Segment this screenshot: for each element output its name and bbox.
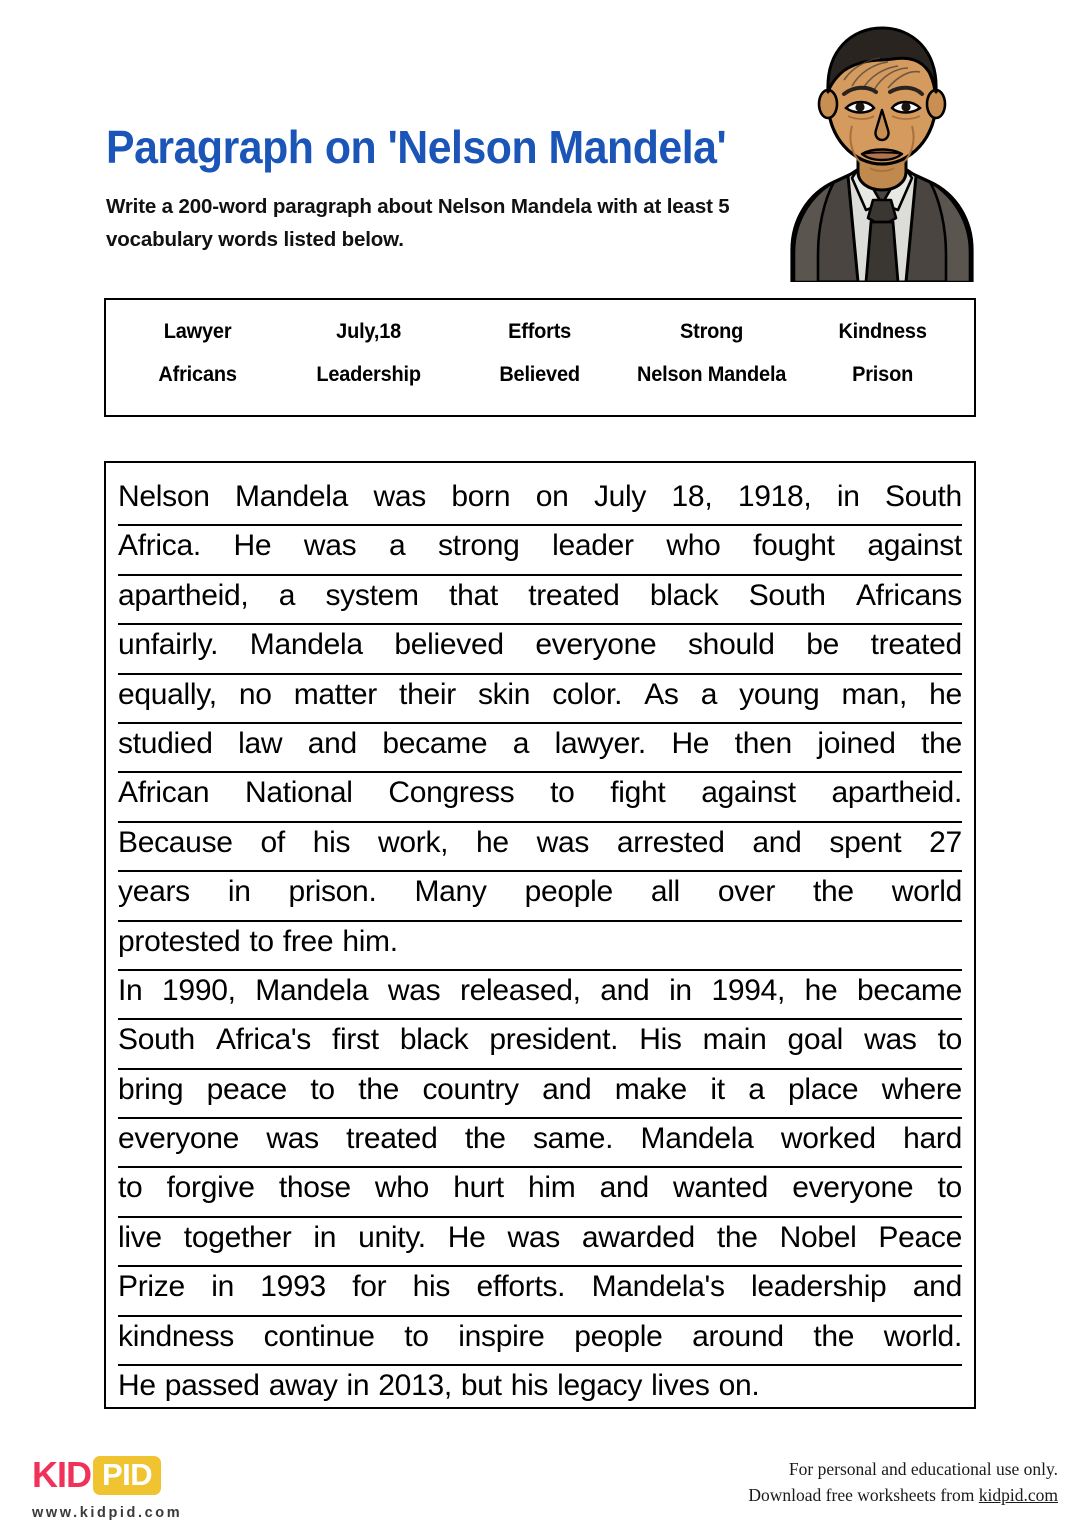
paragraph-word: unity. — [358, 1220, 426, 1254]
paragraph-word: forgive — [166, 1171, 255, 1205]
paragraph-word: to — [550, 776, 575, 810]
paragraph-line — [118, 1366, 962, 1409]
paragraph-word: a — [278, 578, 296, 612]
paragraph-word: fight — [610, 776, 666, 810]
worksheet-footer — [0, 1430, 1086, 1536]
paragraph-word: his — [412, 1270, 451, 1304]
credit-line-2-prefix: Download free worksheets from — [748, 1485, 979, 1506]
paragraph-lines-container — [106, 463, 974, 1409]
paragraph-word: everyone — [535, 628, 657, 662]
paragraph-word: free — [282, 924, 334, 958]
paragraph-word: man, — [841, 677, 907, 711]
vocabulary-word-bank — [104, 298, 976, 417]
paragraph-word: him. — [342, 924, 398, 958]
paragraph-word: efforts. — [476, 1270, 566, 1304]
paragraph-word: Mandela — [235, 480, 349, 513]
vocabulary-word: Believed — [499, 363, 581, 386]
paragraph-word: work, — [378, 825, 449, 859]
paragraph-word: awarded — [581, 1220, 695, 1254]
paragraph-word: skin — [477, 677, 531, 711]
paragraph-word: but — [460, 1369, 502, 1403]
kidpid-link[interactable]: kidpid.com — [978, 1485, 1058, 1506]
paragraph-word: Mandela — [640, 1122, 754, 1156]
paragraph-word: in — [227, 875, 251, 909]
paragraph-line — [118, 773, 962, 822]
paragraph-word: wanted — [673, 1171, 768, 1205]
paragraph-line — [118, 1317, 962, 1366]
paragraph-word: country — [422, 1072, 519, 1106]
paragraph-word: the — [716, 1220, 758, 1254]
paragraph-word: 1994, — [711, 973, 786, 1007]
paragraph-word: make — [614, 1072, 687, 1106]
paragraph-word: who — [666, 529, 721, 563]
paragraph-word: that — [449, 578, 498, 612]
paragraph-word: young — [739, 677, 820, 711]
logo-mark — [32, 1454, 182, 1496]
paragraph-word: black — [649, 578, 719, 612]
paragraph-word: equally, — [118, 677, 217, 711]
paragraph-word: main — [702, 1023, 767, 1057]
paragraph-word: apartheid, — [118, 578, 249, 612]
paragraph-word: the — [921, 726, 962, 760]
paragraph-line — [118, 823, 962, 872]
paragraph-word: his — [510, 1369, 549, 1403]
paragraph-word: spent — [829, 825, 902, 859]
paragraph-word: Nobel — [779, 1220, 857, 1254]
paragraph-word: around — [692, 1319, 784, 1353]
paragraph-word: in — [346, 1369, 370, 1403]
paragraph-word: African — [118, 776, 210, 810]
paragraph-word: against — [701, 776, 796, 810]
paragraph-line — [118, 872, 962, 921]
paragraph-word: Prize — [118, 1270, 185, 1304]
logo-website-url: www.kidpid.com — [32, 1505, 183, 1521]
paragraph-line — [118, 1119, 962, 1168]
nelson-mandela-portrait-illustration — [778, 14, 986, 282]
paragraph-word: Because — [118, 825, 233, 859]
paragraph-word: Mandela — [255, 973, 369, 1007]
paragraph-word: leadership — [751, 1270, 887, 1304]
paragraph-word: born — [451, 480, 511, 513]
paragraph-word: no — [238, 677, 272, 711]
vocabulary-row-1 — [106, 320, 974, 344]
paragraph-word: South — [118, 1023, 195, 1057]
paragraph-word: Many — [414, 875, 487, 909]
paragraph-line — [118, 576, 962, 625]
paragraph-word: Mandela's — [591, 1270, 725, 1304]
paragraph-word: Mandela — [249, 628, 363, 662]
paragraph-line — [118, 625, 962, 674]
paragraph-word: of — [260, 825, 285, 859]
paragraph-word: As — [644, 677, 679, 711]
paragraph-word: was — [864, 1023, 917, 1057]
paragraph-word: Africa. — [118, 529, 201, 563]
paragraph-word: a — [512, 726, 530, 760]
paragraph-word: South — [885, 480, 962, 513]
paragraph-word: In — [118, 973, 143, 1007]
paragraph-answer-box[interactable] — [104, 461, 976, 1409]
paragraph-word: treated — [870, 628, 962, 662]
vocabulary-word: Leadership — [316, 363, 422, 386]
paragraph-word: a — [748, 1072, 765, 1106]
paragraph-word: for — [352, 1270, 387, 1304]
paragraph-word: Peace — [878, 1220, 962, 1254]
paragraph-word: legacy — [557, 1369, 643, 1403]
paragraph-word: who — [374, 1171, 430, 1205]
vocabulary-word: Kindness — [838, 320, 927, 343]
paragraph-word: to — [249, 924, 274, 958]
paragraph-word: in — [313, 1220, 337, 1254]
paragraph-word: treated — [346, 1122, 438, 1156]
paragraph-line — [118, 1020, 962, 1069]
paragraph-word: matter — [293, 677, 377, 711]
paragraph-word: released, — [459, 973, 581, 1007]
paragraph-word: black — [399, 1023, 469, 1057]
paragraph-word: peace — [206, 1072, 287, 1106]
paragraph-word: a — [700, 677, 718, 711]
paragraph-word: the — [358, 1072, 400, 1106]
paragraph-word: 1990, — [162, 973, 236, 1007]
vocabulary-word: Lawyer — [163, 320, 232, 343]
paragraph-word: became — [382, 726, 488, 760]
paragraph-word: 1918, — [737, 480, 812, 513]
paragraph-word: He — [118, 1369, 156, 1403]
paragraph-word: He — [671, 726, 710, 760]
paragraph-word: to — [118, 1171, 143, 1205]
paragraph-word: was — [507, 1220, 560, 1254]
paragraph-word: to — [937, 1023, 962, 1057]
paragraph-word: the — [813, 875, 854, 909]
paragraph-word: to — [404, 1319, 429, 1353]
paragraph-word: live — [118, 1220, 162, 1254]
paragraph-word: be — [806, 628, 839, 662]
paragraph-word: joined — [817, 726, 896, 760]
paragraph-word: worked — [780, 1122, 876, 1156]
paragraph-line — [118, 1218, 962, 1267]
paragraph-word: fought — [753, 529, 835, 563]
paragraph-word: a — [388, 529, 406, 563]
paragraph-word: goal — [787, 1023, 844, 1057]
vocabulary-word: Strong — [679, 320, 743, 343]
paragraph-word: Africans — [855, 578, 962, 612]
credit-line-1: For personal and educational use only. — [788, 1459, 1058, 1479]
paragraph-word: people — [524, 875, 613, 909]
paragraph-word: and — [599, 1171, 649, 1205]
paragraph-word: then — [734, 726, 792, 760]
paragraph-word: 27 — [929, 825, 962, 859]
paragraph-word: leader — [552, 529, 634, 563]
paragraph-word: away — [268, 1369, 338, 1403]
paragraph-word: and — [912, 1270, 962, 1304]
paragraph-word: studied — [118, 726, 213, 760]
paragraph-word: unfairly. — [118, 628, 219, 662]
paragraph-line — [118, 1070, 962, 1119]
logo-kid-text: KID — [32, 1454, 91, 1495]
paragraph-word: the — [464, 1122, 506, 1156]
paragraph-word: their — [399, 677, 456, 711]
paragraph-word: 18, — [671, 480, 713, 513]
paragraph-word: first — [331, 1023, 379, 1057]
paragraph-word: lives — [651, 1369, 710, 1403]
paragraph-word: and — [307, 726, 357, 760]
paragraph-word: was — [387, 973, 441, 1007]
logo-pid-badge: PID — [93, 1456, 161, 1495]
paragraph-word: him — [528, 1171, 576, 1205]
paragraph-word: color. — [552, 677, 623, 711]
paragraph-word: his — [312, 825, 351, 859]
paragraph-word: on — [535, 480, 569, 513]
vocabulary-word: Efforts — [508, 320, 572, 343]
credit-line-2 — [748, 1482, 1058, 1508]
paragraph-word: hurt — [453, 1171, 504, 1205]
paragraph-line — [118, 675, 962, 724]
kidpid-logo[interactable] — [32, 1454, 182, 1521]
paragraph-word: years — [118, 875, 190, 909]
paragraph-word: world. — [883, 1319, 962, 1353]
paragraph-word: it — [710, 1072, 725, 1106]
paragraph-word: protested — [118, 924, 241, 958]
worksheet-header — [0, 0, 1086, 290]
paragraph-word: prison. — [288, 875, 377, 909]
vocabulary-word: Nelson Mandela — [636, 363, 786, 386]
paragraph-line — [118, 1267, 962, 1316]
paragraph-word: in — [211, 1270, 234, 1304]
paragraph-word: people — [574, 1319, 663, 1353]
paragraph-word: South — [748, 578, 826, 612]
paragraph-word: hard — [903, 1122, 962, 1156]
paragraph-word: on. — [718, 1369, 760, 1403]
paragraph-word: against — [867, 529, 962, 563]
paragraph-word: Congress — [388, 776, 515, 810]
paragraph-word: was — [536, 825, 590, 859]
paragraph-word: 2013, — [378, 1369, 452, 1403]
vocabulary-row-2 — [106, 363, 974, 387]
paragraph-word: His — [639, 1023, 682, 1057]
paragraph-word: should — [687, 628, 775, 662]
paragraph-line — [118, 922, 962, 971]
paragraph-word: Nelson — [118, 480, 210, 513]
paragraph-line — [118, 477, 962, 526]
paragraph-word: July — [593, 480, 647, 513]
paragraph-word: apartheid. — [831, 776, 962, 810]
paragraph-word: 1993 — [260, 1270, 326, 1304]
paragraph-word: president. — [489, 1023, 619, 1057]
paragraph-word: to — [937, 1171, 962, 1205]
paragraph-word: lawyer. — [554, 726, 646, 760]
paragraph-word: and — [542, 1072, 592, 1106]
paragraph-word: the — [813, 1319, 855, 1353]
paragraph-word: was — [303, 529, 357, 563]
paragraph-word: together — [183, 1220, 292, 1254]
paragraph-word: passed — [164, 1369, 260, 1403]
paragraph-word: bring — [118, 1072, 184, 1106]
paragraph-word: system — [325, 578, 419, 612]
paragraph-word: over — [717, 875, 776, 909]
paragraph-word: same. — [532, 1122, 614, 1156]
vocabulary-word: Prison — [851, 363, 913, 386]
paragraph-word: and — [600, 973, 650, 1007]
paragraph-word: strong — [437, 529, 520, 563]
footer-credit — [748, 1456, 1058, 1509]
paragraph-word: believed — [394, 628, 504, 662]
paragraph-word: became — [857, 973, 962, 1007]
vocabulary-word: Africans — [158, 363, 237, 386]
paragraph-word: everyone — [792, 1171, 914, 1205]
paragraph-word: arrested — [616, 825, 725, 859]
paragraph-word: Africa's — [215, 1023, 311, 1057]
paragraph-word: was — [266, 1122, 319, 1156]
paragraph-word: treated — [528, 578, 620, 612]
paragraph-word: kindness — [118, 1319, 235, 1353]
paragraph-word: he — [476, 825, 509, 859]
paragraph-line — [118, 1168, 962, 1217]
paragraph-word: place — [788, 1072, 859, 1106]
paragraph-word: world — [891, 875, 962, 909]
paragraph-word: everyone — [118, 1122, 240, 1156]
page-title: Paragraph on 'Nelson Mandela' — [106, 121, 727, 173]
paragraph-word: inspire — [458, 1319, 545, 1353]
paragraph-word: National — [245, 776, 353, 810]
paragraph-line — [118, 971, 962, 1020]
paragraph-word: he — [804, 973, 838, 1007]
vocabulary-word: July,18 — [336, 320, 402, 343]
paragraph-word: those — [278, 1171, 351, 1205]
paragraph-word: was — [373, 480, 426, 513]
paragraph-word: he — [929, 677, 962, 711]
paragraph-word: in — [669, 973, 692, 1007]
paragraph-word: He — [233, 529, 272, 563]
instructions-text: Write a 200-word paragraph about Nelson Mandela with at least 5 vocabulary words listed below. — [106, 195, 730, 252]
paragraph-line — [118, 724, 962, 773]
paragraph-word: all — [650, 875, 680, 909]
paragraph-line — [118, 526, 962, 575]
paragraph-word: to — [310, 1072, 335, 1106]
paragraph-word: where — [881, 1072, 962, 1106]
paragraph-word: law — [238, 726, 283, 760]
paragraph-word: in — [836, 480, 860, 513]
paragraph-word: continue — [263, 1319, 375, 1353]
paragraph-word: He — [447, 1220, 486, 1254]
paragraph-word: and — [752, 825, 802, 859]
